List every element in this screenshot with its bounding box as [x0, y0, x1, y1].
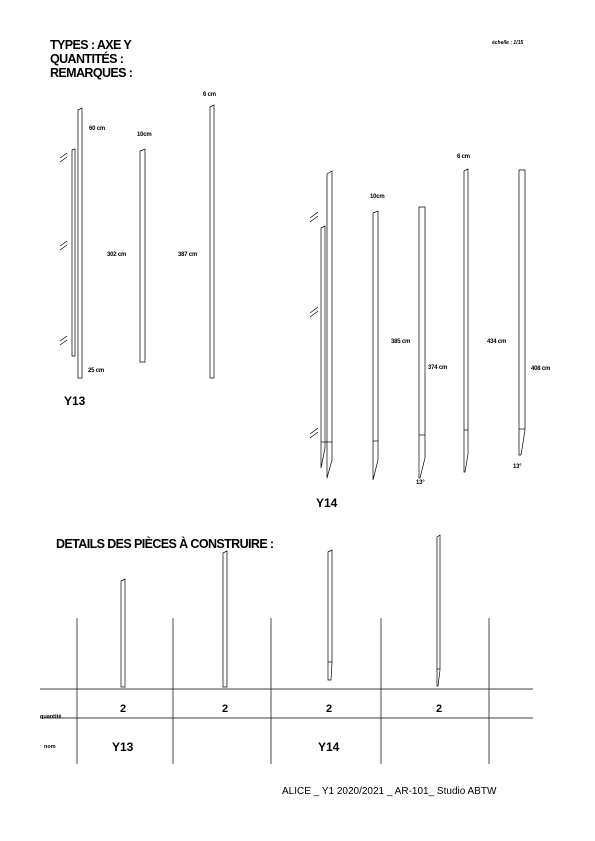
- y14-assembly: [310, 171, 332, 478]
- y14-angle-1: 13°: [416, 480, 425, 486]
- y13-dim-6cm: 6 cm: [203, 92, 216, 98]
- y14-angle-2: 13°: [513, 464, 522, 470]
- types-heading: TYPES : AXE Y: [50, 38, 132, 52]
- y14-dim-434cm: 434 cm: [487, 339, 507, 345]
- quantity-cell-2: 2: [221, 703, 229, 715]
- quantity-cell-1: 2: [119, 703, 127, 715]
- y13-piece-10cm: [140, 149, 145, 362]
- y14-label: Y14: [316, 496, 338, 510]
- y14-dim-10cm: 10cm: [370, 194, 385, 200]
- y14-dim-385cm: 385 cm: [391, 339, 411, 345]
- y14-dim-6cm: 6 cm: [457, 154, 470, 160]
- y13-dim-387cm: 387 cm: [178, 252, 198, 258]
- row-label-quantity: quantité: [40, 714, 62, 720]
- quantity-cell-4: 2: [435, 703, 443, 715]
- name-cell-y14: Y14: [318, 740, 340, 754]
- remarks-heading: REMARQUES :: [50, 66, 133, 80]
- detail-piece-1: [121, 579, 125, 687]
- footer-caption: ALICE _ Y1 2020/2021 _ AR-101_ Studio ABTW: [282, 786, 497, 797]
- quantities-heading: QUANTITÉS :: [50, 52, 124, 66]
- detail-piece-3: [328, 550, 332, 680]
- y14-dim-374cm: 374 cm: [428, 365, 448, 371]
- y14-piece-10cm: [373, 211, 378, 480]
- name-cell-y13: Y13: [112, 740, 134, 754]
- detail-piece-2: [223, 551, 227, 687]
- y13-label: Y13: [64, 394, 86, 408]
- row-label-name: nom: [44, 744, 56, 750]
- scale-note: échelle : 1/15: [492, 40, 524, 46]
- y14-piece-6cm: [464, 169, 468, 472]
- y14-piece-385: [419, 207, 425, 478]
- y14-piece-408: [519, 170, 525, 455]
- y13-dim-60cm: 60 cm: [89, 126, 106, 132]
- detail-piece-4: [437, 535, 440, 686]
- y13-assembly: [60, 108, 82, 378]
- quantity-cell-3: 2: [325, 703, 333, 715]
- y14-dim-408cm: 408 cm: [531, 366, 551, 372]
- y13-piece-6cm: [210, 105, 214, 378]
- y13-dim-302cm: 302 cm: [107, 252, 127, 258]
- details-title: DETAILS DES PIÈCES À CONSTRUIRE :: [56, 537, 274, 551]
- y13-dim-10cm: 10cm: [137, 132, 152, 138]
- y13-dim-25cm: 25 cm: [88, 368, 105, 374]
